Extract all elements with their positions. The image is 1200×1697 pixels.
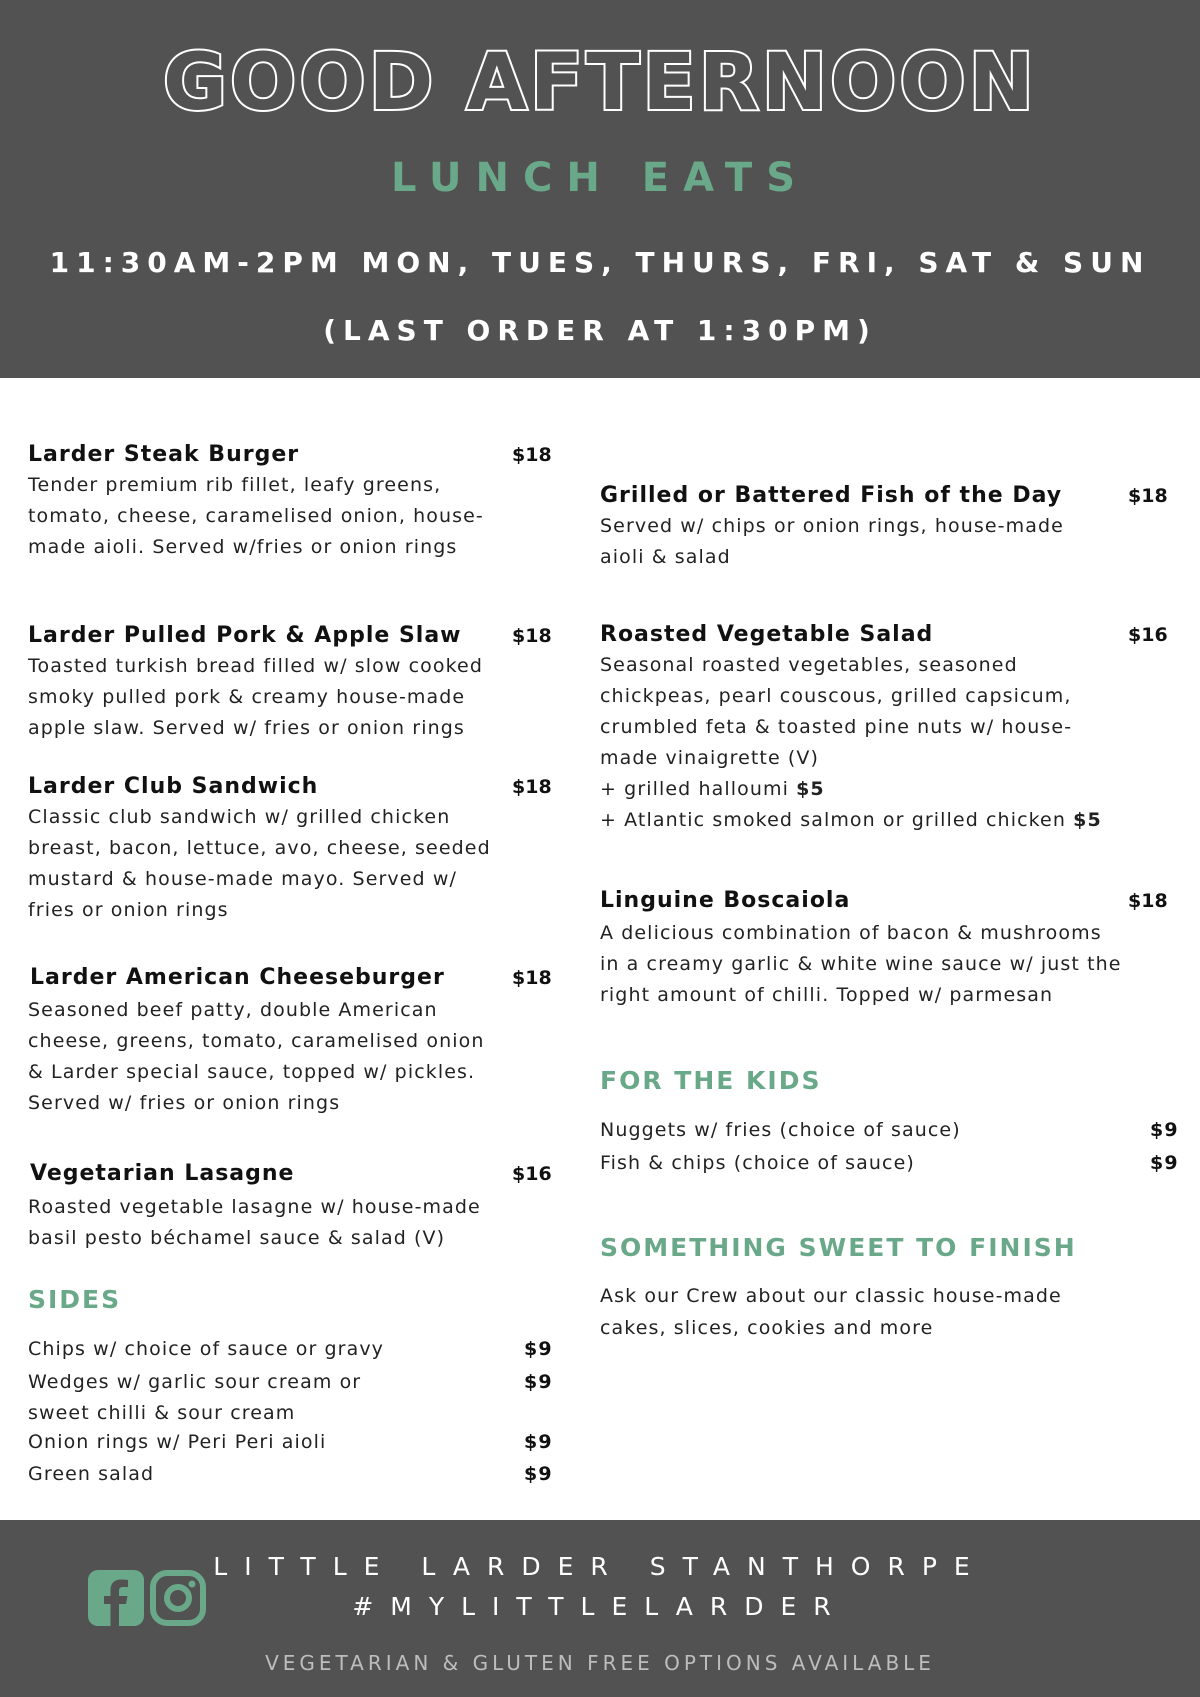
addon-line (600, 805, 1178, 836)
kids-label: Nuggets w/ fries (choice of sauce) (600, 1119, 961, 1141)
item-price: $18 (1128, 890, 1168, 912)
side-row (28, 1334, 558, 1365)
item-name: Larder Club Sandwich (28, 774, 319, 799)
header-banner (0, 0, 1200, 378)
menu-item (28, 621, 558, 744)
description-line: A delicious combination of bacon & mushrooms (600, 922, 1102, 944)
addon-price: $5 (796, 778, 825, 800)
description-line: crumbled feta & toasted pine nuts w/ house- (600, 716, 1073, 738)
description-line: basil pesto béchamel sauce & salad (V) (28, 1227, 446, 1249)
description-line: Tender premium rib fillet, leafy greens, (28, 474, 442, 496)
side-row (28, 1398, 558, 1429)
item-price: $18 (512, 776, 552, 798)
menu-item (28, 1159, 558, 1254)
item-name: Vegetarian Lasagne (30, 1161, 295, 1186)
description-line: fries or onion rings (28, 899, 229, 921)
kids-row (600, 1115, 1178, 1146)
item-name: Grilled or Battered Fish of the Day (600, 483, 1063, 508)
side-label: Chips w/ choice of sauce or gravy (28, 1338, 385, 1360)
description-line: Toasted turkish bread filled w/ slow cooked (28, 655, 483, 677)
sweet-text: cakes, slices, cookies and more (600, 1317, 934, 1339)
description-line: Served w/ chips or onion rings, house-made (600, 515, 1064, 537)
addon-price: $5 (1073, 809, 1102, 831)
description-line: chickpeas, pearl couscous, grilled capsicum, (600, 685, 1072, 707)
item-description (600, 918, 1178, 1011)
item-price: $16 (1128, 624, 1168, 646)
item-price: $18 (512, 444, 552, 466)
item-name: Larder Steak Burger (28, 442, 300, 467)
description-line: aioli & salad (600, 546, 731, 568)
description-line: made aioli. Served w/fries or onion rings (28, 536, 458, 558)
description-line: Classic club sandwich w/ grilled chicken (28, 806, 451, 828)
side-price: $9 (524, 1463, 553, 1485)
item-description (28, 651, 558, 744)
footer-hashtag: #MYLITTLELARDER (352, 1592, 848, 1621)
side-row (28, 1367, 558, 1398)
kids-price: $9 (1150, 1152, 1179, 1174)
description-line: right amount of chilli. Topped w/ parmesan (600, 984, 1054, 1006)
kids-price: $9 (1150, 1119, 1179, 1141)
side-price: $9 (524, 1338, 553, 1360)
description-line: in a creamy garlic & white wine sauce w/ just the (600, 953, 1122, 975)
kids-heading: FOR THE KIDS (600, 1066, 822, 1095)
item-price: $16 (512, 1163, 552, 1185)
item-description (600, 511, 1178, 573)
side-label: Green salad (28, 1463, 155, 1485)
footer-brand: LITTLE LARDER STANTHORPE (213, 1552, 987, 1581)
description-line: tomato, cheese, caramelised onion, house- (28, 505, 484, 527)
description-line: made vinaigrette (V) (600, 747, 820, 769)
item-price: $18 (512, 967, 552, 989)
addon-text: + Atlantic smoked salmon or grilled chicken (600, 809, 1074, 831)
description-line: smoky pulled pork & creamy house-made (28, 686, 466, 708)
sweet-heading: SOMETHING SWEET TO FINISH (600, 1233, 1077, 1262)
side-label: Wedges w/ garlic sour cream or (28, 1371, 362, 1393)
item-name: Larder American Cheeseburger (30, 965, 445, 990)
item-description (600, 650, 1178, 836)
item-name: Larder Pulled Pork & Apple Slaw (28, 623, 462, 648)
menu-item (28, 772, 558, 926)
last-order-note: (LAST ORDER AT 1:30PM) (323, 314, 877, 347)
item-price: $18 (1128, 485, 1168, 507)
item-description (28, 1192, 558, 1254)
sweet-text: Ask our Crew about our classic house-made (600, 1285, 1062, 1307)
description-line: mustard & house-made mayo. Served w/ (28, 868, 457, 890)
sweet-line (600, 1281, 1178, 1312)
side-label: Onion rings w/ Peri Peri aioli (28, 1431, 327, 1453)
description-line: breast, bacon, lettuce, avo, cheese, seeded (28, 837, 491, 859)
item-name: Roasted Vegetable Salad (600, 622, 934, 647)
kids-row (600, 1148, 1178, 1179)
kids-label: Fish & chips (choice of sauce) (600, 1152, 915, 1174)
item-description (28, 802, 558, 926)
item-price: $18 (512, 625, 552, 647)
description-line: Served w/ fries or onion rings (28, 1092, 341, 1114)
description-line: apple slaw. Served w/ fries or onion rings (28, 717, 465, 739)
menu-item (28, 440, 558, 563)
item-name: Linguine Boscaiola (600, 888, 851, 913)
page-subtitle: LUNCH EATS (390, 155, 810, 201)
footer-options-note: VEGETARIAN & GLUTEN FREE OPTIONS AVAILABLE (265, 1651, 935, 1675)
addon-line (600, 774, 1178, 805)
side-label: sweet chilli & sour cream (28, 1402, 296, 1424)
item-description (28, 470, 558, 563)
description-line: Seasonal roasted vegetables, seasoned (600, 654, 1018, 676)
menu-item (600, 620, 1178, 836)
description-line: cheese, greens, tomato, caramelised onion (28, 1030, 485, 1052)
opening-hours: 11:30AM-2PM MON, TUES, THURS, FRI, SAT & SUN (49, 246, 1151, 279)
sweet-line (600, 1313, 1178, 1344)
side-row (28, 1459, 558, 1490)
description-line: & Larder special sauce, topped w/ pickles. (28, 1061, 476, 1083)
sides-heading: SIDES (28, 1285, 122, 1314)
side-price: $9 (524, 1371, 553, 1393)
description-line: Seasoned beef patty, double American (28, 999, 438, 1021)
item-description (28, 995, 558, 1119)
addon-text: + grilled halloumi (600, 778, 797, 800)
page-title: GOOD AFTERNOON (163, 38, 1037, 128)
menu-item (28, 963, 558, 1119)
side-row (28, 1427, 558, 1458)
footer-banner (0, 1520, 1200, 1697)
menu-item (600, 886, 1178, 1011)
side-price: $9 (524, 1431, 553, 1453)
description-line: Roasted vegetable lasagne w/ house-made (28, 1196, 481, 1218)
menu-item (600, 481, 1178, 573)
